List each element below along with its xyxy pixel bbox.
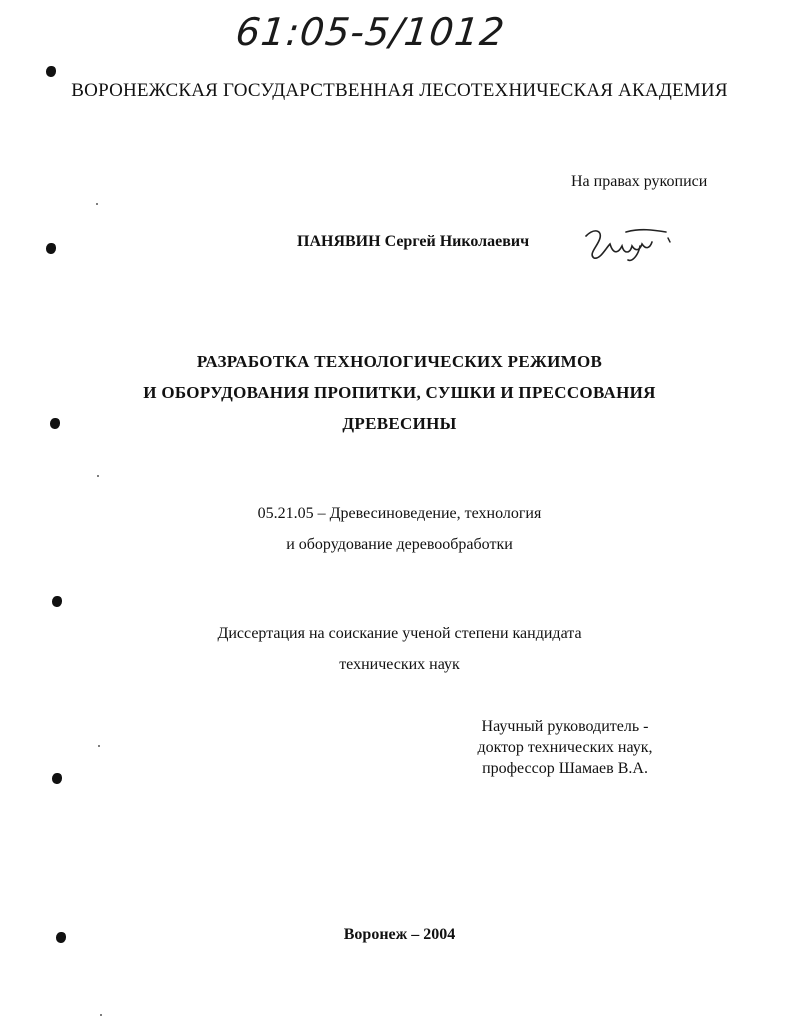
specialty-line-1: 05.21.05 – Древесиноведение, технология [257,505,542,522]
scan-speck [98,745,100,747]
supervisor-line-2: доктор технических наук, [477,739,653,756]
author-name: ПАНЯВИН Сергей Николаевич [297,233,530,250]
manuscript-rights-note: На правах рукописи [571,173,708,190]
specialty-line-2: и оборудование деревообработки [286,536,513,553]
degree-line-2: технических наук [339,656,460,673]
punch-hole [52,773,62,784]
degree-line-1: Диссертация на соискание ученой степени кандидата [217,625,582,642]
scan-speck [97,475,99,477]
academy-name: ВОРОНЕЖСКАЯ ГОСУДАРСТВЕННАЯ ЛЕСОТЕХНИЧЕСКАЯ АКАДЕМИЯ [71,80,728,101]
author-signature [580,224,672,266]
dissertation-title-line-3: ДРЕВЕСИНЫ [342,414,457,433]
city-year: Воронеж – 2004 [343,926,456,943]
dissertation-title-line-2: И ОБОРУДОВАНИЯ ПРОПИТКИ, СУШКИ И ПРЕССОВАНИЯ [143,383,656,402]
punch-hole [46,66,56,77]
archive-shelfmark: 61:05-5/1012 [233,10,508,54]
dissertation-title-line-1: РАЗРАБОТКА ТЕХНОЛОГИЧЕСКИХ РЕЖИМОВ [196,352,603,371]
supervisor-line-1: Научный руководитель - [481,718,649,735]
supervisor-line-3: профессор Шамаев В.А. [482,760,648,777]
punch-hole [52,596,62,607]
supervisor-block [455,716,675,779]
scan-speck [96,203,98,205]
punch-hole [46,243,56,254]
scan-speck [100,1014,102,1016]
